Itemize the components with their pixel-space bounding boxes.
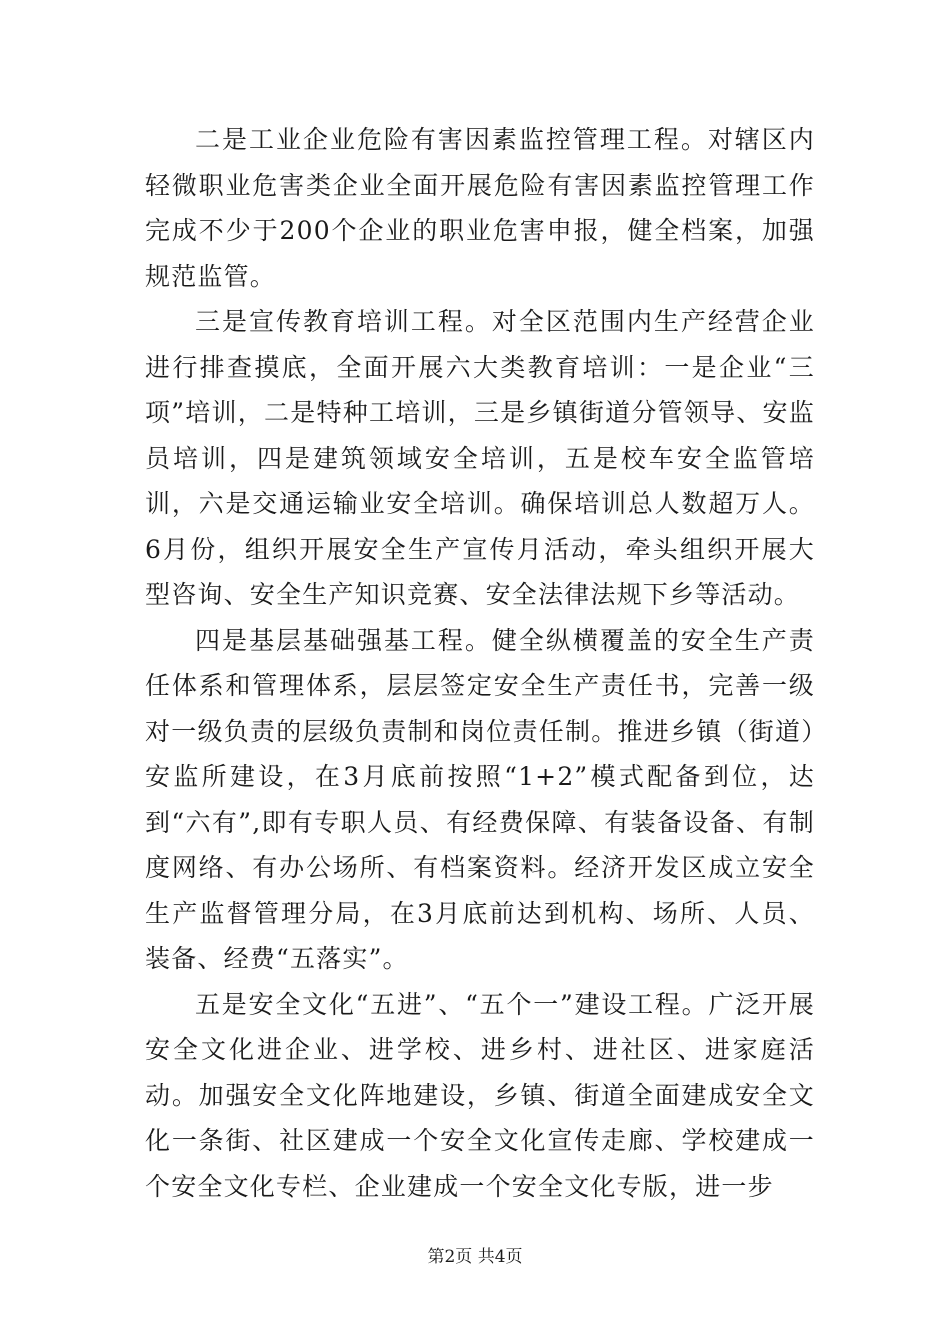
paragraph-safety-culture: 五是安全文化“五进”、“五个一”建设工程。广泛开展安全文化进企业、进学校、进乡村、进社区、进家庭活动。加强安全文化阵地建设，乡镇、街道全面建成安全文化一条街、社区建成一个安全文化宣传走廊、学校建成一个安全文化专栏、企业建成一个安全文化专版，进一步 — [145, 989, 815, 1201]
paragraph-grassroots-foundation: 四是基层基础强基工程。健全纵横覆盖的安全生产责任体系和管理体系，层层签定安全生产责任书，完善一级对一级负责的层级负责制和岗位责任制。推进乡镇（街道）安监所建设，在3月底前按照“1+2”模式配备到位，达到“六有”,即有专职人员、有经费保障、有装备设备、有制度网络、有办公场所、有档案资料。经济开发区成立安全生产监督管理分局，在3月底前达到机构、场所、人员、装备、经费“五落实”。 — [145, 625, 815, 973]
paragraph-industrial-hazard-monitoring: 二是工业企业危险有害因素监控管理工程。对辖区内轻微职业危害类企业全面开展危险有害因素监控管理工作完成不少于200个企业的职业危害申报，健全档案，加强规范监管。 — [145, 125, 815, 291]
page-number-footer: 第2页 共4页 — [427, 1247, 523, 1267]
paragraph-education-training: 三是宣传教育培训工程。对全区范围内生产经营企业进行排查摸底，全面开展六大类教育培训：一是企业“三项”培训，二是特种工培训，三是乡镇街道分管领导、安监员培训，四是建筑领域安全培训，五是校车安全监管培训，六是交通运输业安全培训。确保培训总人数超万人。6月份，组织开展安全生产宣传月活动，牵头组织开展大型咨询、安全生产知识竞赛、安全法律法规下乡等活动。 — [145, 307, 815, 609]
document-body — [145, 117, 815, 1209]
